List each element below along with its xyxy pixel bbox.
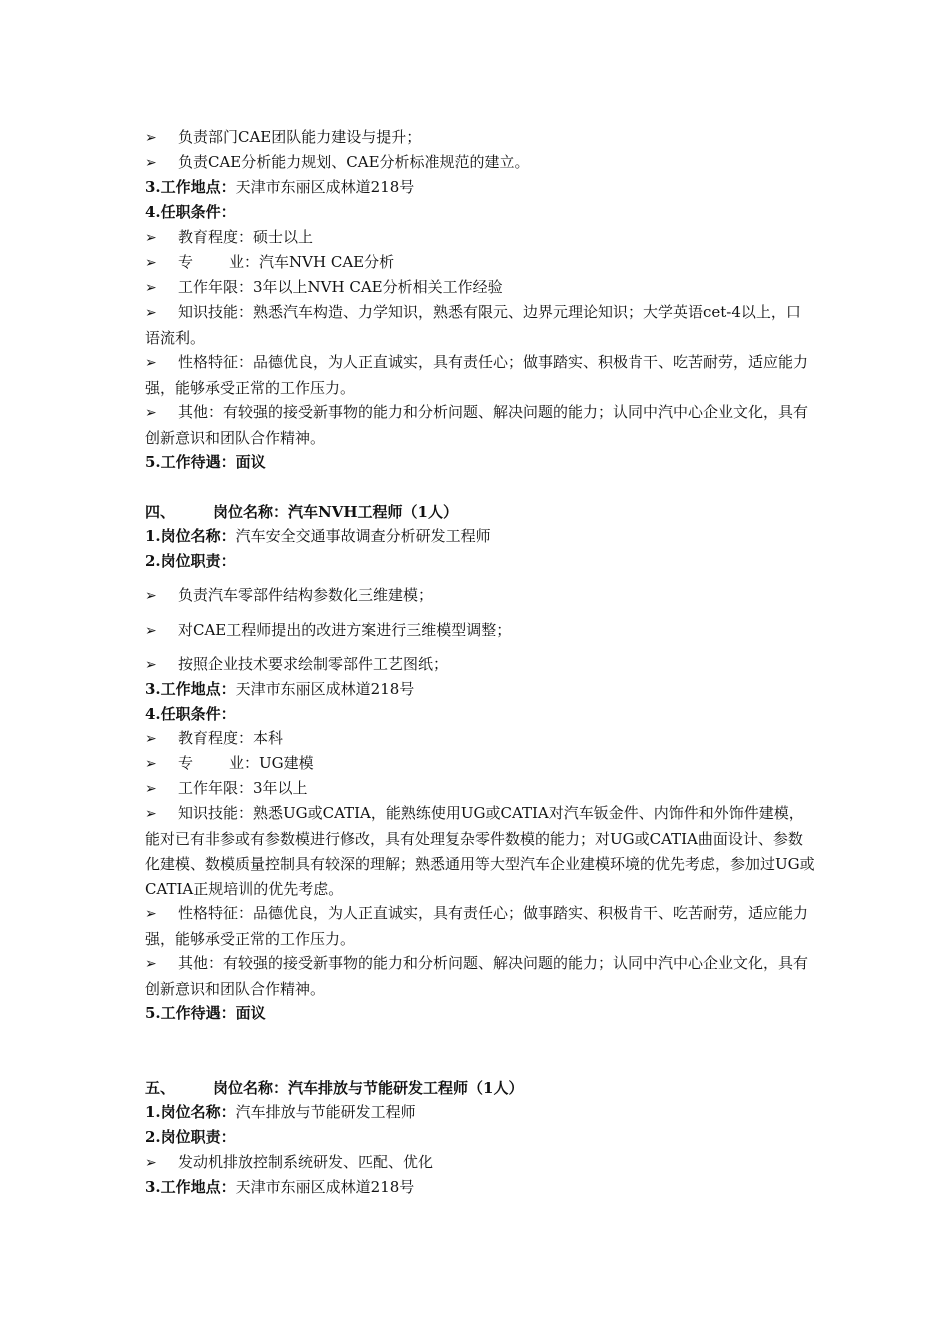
position-name (145, 1101, 815, 1123)
bullet-arrow-icon: ➢ (145, 405, 157, 421)
section-number: 四、 (145, 503, 176, 521)
duty-item: ➢ 发动机排放控制系统研发、匹配、优化 (145, 1151, 815, 1174)
bullet-arrow-icon: ➢ (145, 623, 157, 639)
bullet-arrow-icon: ➢ (145, 255, 157, 271)
bullet-arrow-icon: ➢ (145, 305, 157, 321)
duties-label: 2.岗位职责： (145, 552, 236, 570)
req-personality: ➢ 性格特征：品德优良，为人正直诚实，具有责任心；做事踏实、积极肯干、吃苦耐劳，适应能力强，能够承受正常的工作压力。 (145, 353, 809, 397)
bullet-arrow-icon: ➢ (145, 906, 157, 922)
bullet-arrow-icon: ➢ (145, 130, 157, 146)
field-label: 3.工作地点： (145, 1178, 236, 1196)
compensation: 5.工作待遇：面议 (145, 1004, 266, 1022)
duties-label: 2.岗位职责： (145, 1128, 236, 1146)
work-location (145, 678, 815, 700)
requirements-label: 4.任职条件： (145, 203, 236, 221)
section-heading (145, 1077, 815, 1099)
field-value: 汽车安全交通事故调查分析研发工程师 (235, 527, 491, 545)
req-education: ➢ 教育程度：硕士以上 (145, 226, 815, 249)
field-label: 3.工作地点： (145, 680, 236, 698)
bullet-arrow-icon: ➢ (145, 1155, 157, 1171)
duty-item: ➢ 负责部门CAE团队能力建设与提升； (145, 126, 815, 149)
req-years: ➢ 工作年限：3年以上NVH CAE分析相关工作经验 (145, 276, 815, 299)
duty-item: ➢ 按照企业技术要求绘制零部件工艺图纸； (145, 653, 815, 676)
req-personality: ➢ 性格特征：品德优良，为人正直诚实，具有责任心；做事踏实、积极肯干、吃苦耐劳，适应能力强，能够承受正常的工作压力。 (145, 904, 809, 948)
field-value: 汽车排放与节能研发工程师 (235, 1103, 416, 1121)
compensation: 5.工作待遇：面议 (145, 453, 266, 471)
req-major: ➢ 专 业：UG建模 (145, 752, 815, 775)
bullet-arrow-icon: ➢ (145, 657, 157, 673)
duty-item: ➢ 对CAE工程师提出的改进方案进行三维模型调整； (145, 619, 815, 642)
bullet-arrow-icon: ➢ (145, 806, 157, 822)
position-name (145, 525, 815, 547)
req-other: ➢ 其他：有较强的接受新事物的能力和分析问题、解决问题的能力；认同中汽中心企业文化，具有创新意识和团队合作精神。 (145, 954, 809, 998)
bullet-arrow-icon: ➢ (145, 280, 157, 296)
req-skills: ➢ 知识技能：熟悉汽车构造、力学知识，熟悉有限元、边界元理论知识；大学英语cet-4以上，口语流利。 (145, 303, 801, 347)
field-label: 1.岗位名称： (145, 1103, 236, 1121)
bullet-arrow-icon: ➢ (145, 731, 157, 747)
requirements-label: 4.任职条件： (145, 705, 236, 723)
req-major: ➢ 专 业：汽车NVH CAE分析 (145, 251, 815, 274)
req-skills: ➢ 知识技能：熟悉UG或CATIA，能熟练使用UG或CATIA对汽车钣金件、内饰件和外饰件建模，能对已有非参或有参数模进行修改，具有处理复杂零件数模的能力；对UG或CATIA曲面设计、参数化建模、数模质量控制具有较深的理解；熟悉通用等大型汽车企业建模环境的优先考虑，参加过UG或CATIA正规培训的优先考虑。 (145, 804, 815, 898)
req-years: ➢ 工作年限：3年以上 (145, 777, 815, 800)
section-number: 五、 (145, 1079, 176, 1097)
duty-item: ➢ 负责汽车零部件结构参数化三维建模； (145, 584, 815, 607)
field-value: 天津市东丽区成林道218号 (235, 680, 415, 698)
bullet-arrow-icon: ➢ (145, 155, 157, 171)
bullet-arrow-icon: ➢ (145, 956, 157, 972)
duty-item: ➢ 负责CAE分析能力规划、CAE分析标准规范的建立。 (145, 151, 815, 174)
bullet-arrow-icon: ➢ (145, 588, 157, 604)
req-other: ➢ 其他：有较强的接受新事物的能力和分析问题、解决问题的能力；认同中汽中心企业文化，具有创新意识和团队合作精神。 (145, 403, 809, 447)
section-title: 岗位名称：汽车NVH工程师（1人） (213, 503, 458, 521)
section-heading (145, 501, 815, 523)
field-value: 天津市东丽区成林道218号 (235, 1178, 415, 1196)
field-value: 天津市东丽区成林道218号 (235, 178, 415, 196)
bullet-arrow-icon: ➢ (145, 781, 157, 797)
bullet-arrow-icon: ➢ (145, 230, 157, 246)
field-label: 1.岗位名称： (145, 527, 236, 545)
req-education: ➢ 教育程度：本科 (145, 727, 815, 750)
field-label: 3.工作地点： (145, 178, 236, 196)
bullet-arrow-icon: ➢ (145, 355, 157, 371)
section-title: 岗位名称：汽车排放与节能研发工程师（1人） (213, 1079, 524, 1097)
bullet-arrow-icon: ➢ (145, 756, 157, 772)
work-location (145, 1176, 815, 1198)
work-location (145, 176, 815, 198)
